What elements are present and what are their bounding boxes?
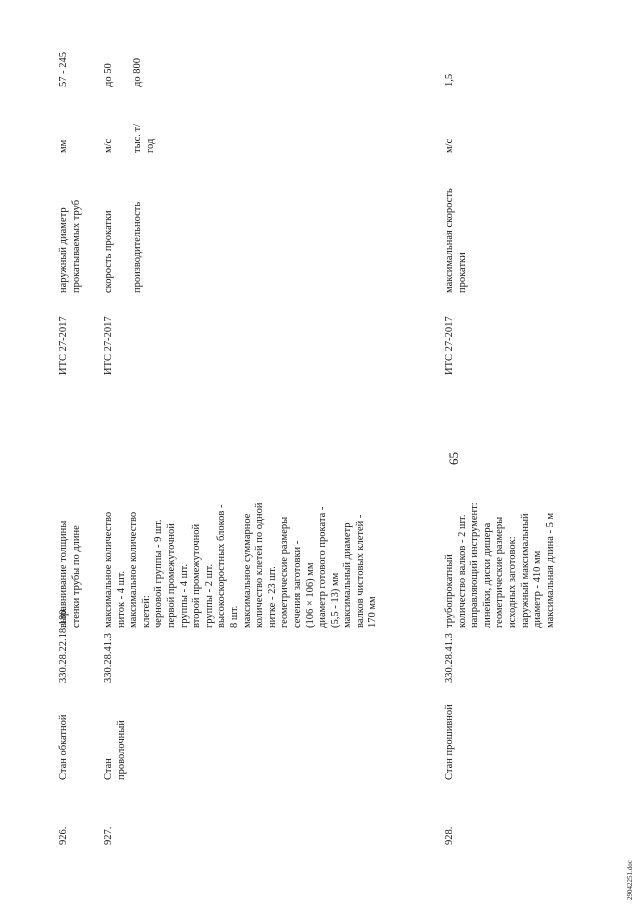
description-line: стенки трубы по длине <box>70 525 82 628</box>
equipment-code: 330.28.22.18.180 <box>58 609 69 683</box>
parameter-name: максимальная скорость прокатки <box>444 188 468 293</box>
equipment-description <box>103 450 380 628</box>
equipment-code: 330.28.41.3 <box>444 633 455 683</box>
description-line: группы - 4 шт. <box>178 563 190 628</box>
parameter-name: скорость прокатки <box>103 210 114 293</box>
description-line: трубопрокатный <box>444 554 455 628</box>
parameter-unit: тыс. т/год <box>132 123 156 153</box>
description-line: геометрические размеры <box>279 516 291 628</box>
description-line: 8 шт. <box>228 605 240 628</box>
equipment-name: Стан проволочный <box>103 720 127 780</box>
equipment-code: 330.28.41.3 <box>103 633 114 683</box>
standard-reference: ИТС 27-2017 <box>103 316 114 375</box>
row-number: 927. <box>103 826 114 845</box>
standard-reference: ИТС 27-2017 <box>58 316 69 375</box>
description-line: линейки, диски дишера <box>481 522 493 628</box>
description-line: максимальное количество <box>128 511 140 628</box>
parameter-unit: м/с <box>444 138 455 153</box>
row-number: 928. <box>444 826 455 845</box>
parameter-unit: м/с <box>103 138 114 153</box>
equipment-description <box>444 450 557 628</box>
description-line: валков чистовых клетей - <box>354 514 366 628</box>
equipment-description <box>58 450 83 628</box>
description-line: максимальное суммарное <box>241 513 253 628</box>
description-line: ниток - 4 шт. <box>115 570 127 628</box>
row-number: 926. <box>58 826 69 845</box>
description-line: наружный максимальный <box>519 513 531 628</box>
description-line: клетей: <box>140 595 152 628</box>
description-line: количество валков - 2 шт. <box>456 514 468 628</box>
parameter-unit: мм <box>58 139 69 153</box>
parameter-name: наружный диаметр прокатываемых труб <box>58 199 82 293</box>
equipment-name: Стан обкатной <box>58 714 69 780</box>
description-line: геометрические размеры <box>494 516 506 628</box>
description-line: группы - 2 шт. <box>203 563 215 628</box>
page-number: 65 <box>446 452 461 465</box>
parameter-value: до 50 <box>103 63 114 87</box>
description-line: 170 мм <box>367 596 379 628</box>
description-line: второй промежуточной <box>191 523 203 628</box>
standard-reference: ИТС 27-2017 <box>444 316 455 375</box>
description-line: сечения заготовки - <box>291 540 303 628</box>
parameter-name: производительность <box>132 201 143 293</box>
parameter-value: 57 - 245 <box>58 52 69 87</box>
description-line: черновой группы - 9 шт. <box>153 519 165 628</box>
parameter-value: 1,5 <box>444 73 455 87</box>
description-line: первой промежуточной <box>165 523 177 628</box>
description-line: исходных заготовок: <box>506 536 518 628</box>
description-line: нитке - 23 шт. <box>266 566 278 628</box>
description-line: максимальный диаметр <box>342 522 354 628</box>
description-line: диаметр готового проката - <box>317 506 329 628</box>
description-line: максимальное количество <box>103 511 114 628</box>
description-line: выравнивание толщины <box>58 520 69 628</box>
description-line: максимальная длина - 5 м <box>544 512 556 628</box>
footer-filename: 29042251.doc <box>626 860 634 900</box>
equipment-name: Стан прошивной <box>444 704 455 780</box>
parameter-value: до 800 <box>132 58 143 87</box>
description-line: (5,5 - 13) мм <box>329 572 341 628</box>
description-line: высокоскоростных блоков - <box>216 504 228 628</box>
description-line: направляющий инструмент: <box>469 502 481 628</box>
description-line: диаметр - 410 мм <box>532 550 544 628</box>
description-line: количество клетей по одной <box>254 502 266 628</box>
description-line: (106 × 106) мм <box>304 562 316 628</box>
